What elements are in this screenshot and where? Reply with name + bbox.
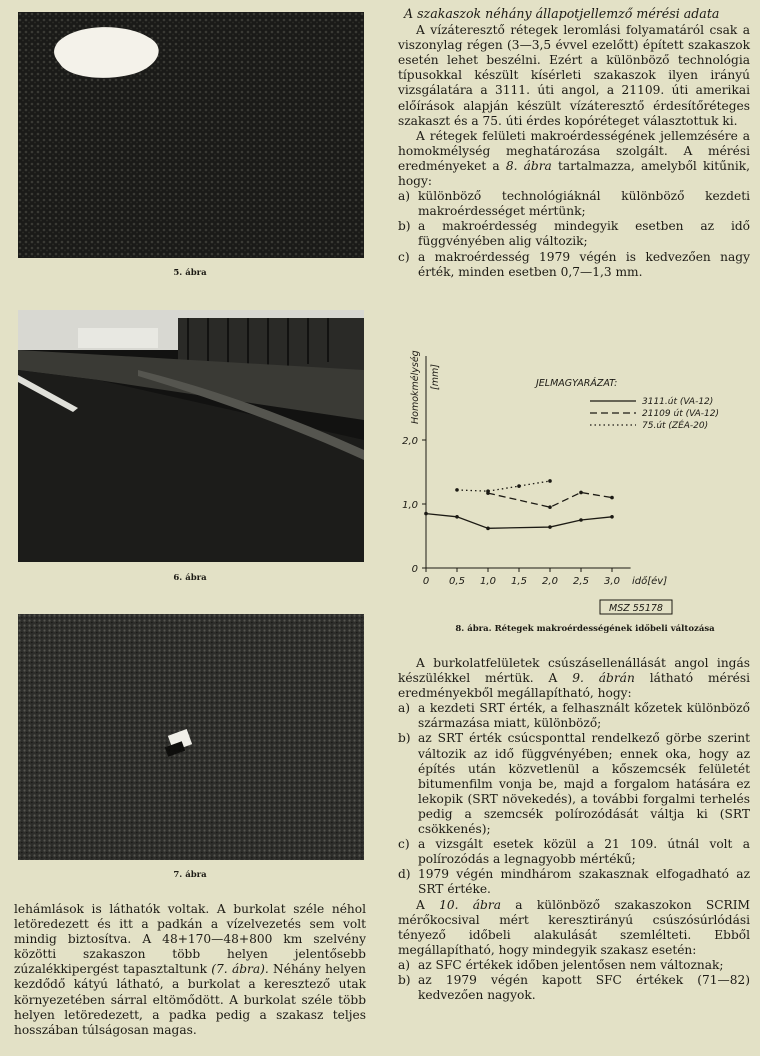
paragraph-3-em: 9. ábrán <box>572 671 635 686</box>
list-text: a makroérdesség mindegyik esetben az idő függvényében alig változik; <box>418 219 750 249</box>
legend-label: 75.út (ZÉA-20) <box>642 421 709 431</box>
paragraph-3-b: látható mérési eredményekből megállapítható, hogy: <box>398 671 751 701</box>
paragraph-2-em: 8. ábra <box>505 158 552 173</box>
data-point <box>548 505 552 509</box>
data-point <box>517 484 521 488</box>
x-tick-label: 0 <box>422 576 430 587</box>
figure-6-caption: 6. ábra <box>173 573 207 583</box>
data-point <box>455 515 459 519</box>
list-text: 1979 végén mindhárom szakasznak elfogadható az SRT értéke. <box>418 867 750 897</box>
list-item <box>398 189 750 219</box>
paragraph-4-b: a különböző szakaszokon SCRIM mérőkocsival mért keresztirányú csúszósúrlódási tényező időbeli alakulását szemlélteti. Ebből megállapítható, hogy mindegyik szakasz esetén: <box>398 897 750 957</box>
paragraph-4-em: 10. ábra <box>439 897 501 912</box>
figure-5-photo <box>18 12 364 258</box>
list-text: különböző technológiáknál különböző kezdeti makroérdességet mértünk; <box>418 189 750 219</box>
left-column-text <box>14 902 366 1038</box>
list-marker: c) <box>398 837 410 852</box>
data-point <box>486 489 490 493</box>
x-tick-label: 0,5 <box>449 576 465 587</box>
y-tick-label: 2,0 <box>402 436 418 447</box>
paragraph-4 <box>398 898 750 958</box>
legend-label: 21109 út (VA-12) <box>642 409 720 419</box>
list-marker: b) <box>398 972 411 987</box>
left-paragraph <box>14 902 366 1038</box>
list-item <box>398 219 750 249</box>
left-text-b: Néhány helyen kezdődő kátyú látható, a burkolat a keresztező utak környezetében sárral eltömődött. A burkolat széle több helyen letöredezett, a padka pedig a szakasz teljes hosszában túlságosan magas. <box>14 962 366 1037</box>
paragraph-3-a: A burkolatfelületek csúszásellenállását angol ingás készülékkel mértük. A <box>398 656 750 686</box>
data-point <box>610 496 614 500</box>
list-item <box>398 701 750 731</box>
list-top <box>398 189 750 280</box>
data-point <box>455 488 459 492</box>
list-item <box>398 731 750 837</box>
data-point <box>610 515 614 519</box>
list-marker: a) <box>398 189 411 204</box>
paragraph-1: A vízáteresztő rétegek leromlási folyamatáról csak a viszonylag régen (3—3,5 évvel ezelőtt) épített szakaszok esetén lehet beszélni. Ezért a különböző technológia típusokkal készült kísérleti szakaszok ilyen irányú vizsgálatára a 3111. úti angol, a 21109. úti amerikai előírások alapján készült vízáteresztő érdesítőréteges szakaszt és a 75. úti érdes kopóréteget választottuk ki. <box>398 23 750 128</box>
stamp-label: MSZ 55178 <box>609 603 663 614</box>
list-marker: b) <box>398 731 411 746</box>
x-tick-label: 1,5 <box>511 576 527 587</box>
series-line <box>457 481 550 491</box>
list-text: a kezdeti SRT érték, a felhasznált kőzetek különböző származása miatt, különböző; <box>418 701 750 731</box>
list-marker: d) <box>398 867 411 882</box>
paragraph-2-a: A rétegek felületi makroérdességének jellemzésére a homokmélység meghatározása szolgált. A mérési eredményeket a <box>398 128 750 173</box>
paragraph-3 <box>398 656 750 701</box>
data-point <box>424 512 428 516</box>
paragraph-2-b: tartalmazza, amelyből kitűnik, hogy: <box>398 158 751 189</box>
list-bottom <box>398 701 750 897</box>
figure-5-texture <box>18 12 364 258</box>
list-marker: c) <box>398 249 410 264</box>
legend-title: JELMAGYARÁZAT: <box>536 378 618 389</box>
figure-6-scene <box>18 310 364 562</box>
list-bottom-2 <box>398 958 750 1003</box>
data-point <box>579 491 583 495</box>
figure-8-chart <box>398 342 754 642</box>
data-point <box>548 479 552 483</box>
figure-7-texture <box>18 614 364 860</box>
list-marker: a) <box>398 701 411 716</box>
right-column-top <box>398 6 750 280</box>
paragraph-4-a: A <box>416 897 440 912</box>
left-text-em: (7. ábra). <box>211 962 269 977</box>
section-heading: A szakaszok néhány állapotjellemző mérési adata <box>404 6 720 21</box>
figure-8-caption: 8. ábra. Rétegek makroérdességének időbeli változása <box>455 624 715 634</box>
figure-5-caption: 5. ábra <box>173 268 207 278</box>
x-tick-label: 1,0 <box>480 576 496 587</box>
list-text: az 1979 végén kapott SFC értékek (71—82) kedvezően nagyok. <box>418 972 750 1003</box>
list-text: az SRT érték csúcsponttal rendelkező görbe szerint változik az idő függvényében; ennek oka, hogy az építés után közvetlenül a kőszemcsék felületét bitumenfilm vonja be, majd a forgalom hatására ez lekopik (SRT növekedés), a további forgalmi terhelés pedig a szemcsék polírozódását váltja ki (SRT csökkenés); <box>418 731 750 837</box>
x-axis-label: idő[év] <box>632 576 668 587</box>
list-text: a makroérdesség 1979 végén is kedvezően nagy érték, minden esetben 0,7—1,3 mm. <box>418 249 750 279</box>
x-tick-label: 3,0 <box>604 576 620 587</box>
list-item <box>398 958 750 973</box>
list-item <box>398 867 750 897</box>
chart-svg <box>398 342 754 622</box>
list-item <box>398 250 750 280</box>
x-tick-label: 2,0 <box>542 576 558 587</box>
list-text: az SFC értékek időben jelentősen nem változnak; <box>418 957 724 972</box>
data-point <box>579 518 583 522</box>
data-point <box>486 527 490 531</box>
series-line <box>488 492 612 507</box>
y-tick-label: 0 <box>411 564 418 575</box>
paragraph-2 <box>398 129 750 189</box>
y-tick-label: 1,0 <box>402 500 418 511</box>
figure-6-photo <box>18 310 364 562</box>
list-marker: b) <box>398 219 411 234</box>
figure-7-caption: 7. ábra <box>173 870 207 880</box>
legend-label: 3111.út (VA-12) <box>642 397 714 407</box>
x-tick-label: 2,5 <box>573 576 589 587</box>
y-axis-label: Homokmélység <box>410 350 421 424</box>
y-axis-unit: [mm] <box>430 364 441 390</box>
left-text-a: lehámlások is láthatók voltak. A burkolat széle néhol letöredezett és itt a padkán a vízelvezetés sem volt mindig biztosítva. A 48+170—48+800 km szelvény közötti szakaszon több helyen jelentősebb zúzalékkipergést tapasztaltunk <box>14 902 366 977</box>
data-point <box>548 525 552 529</box>
figure-7-photo <box>18 614 364 860</box>
right-column-bottom <box>398 656 750 1003</box>
series-line <box>426 514 612 529</box>
list-item <box>398 973 750 1003</box>
list-marker: a) <box>398 957 411 972</box>
list-item <box>398 837 750 867</box>
list-text: a vizsgált esetek közül a 21 109. útnál volt a polírozódás a legnagyobb mértékű; <box>418 837 750 867</box>
